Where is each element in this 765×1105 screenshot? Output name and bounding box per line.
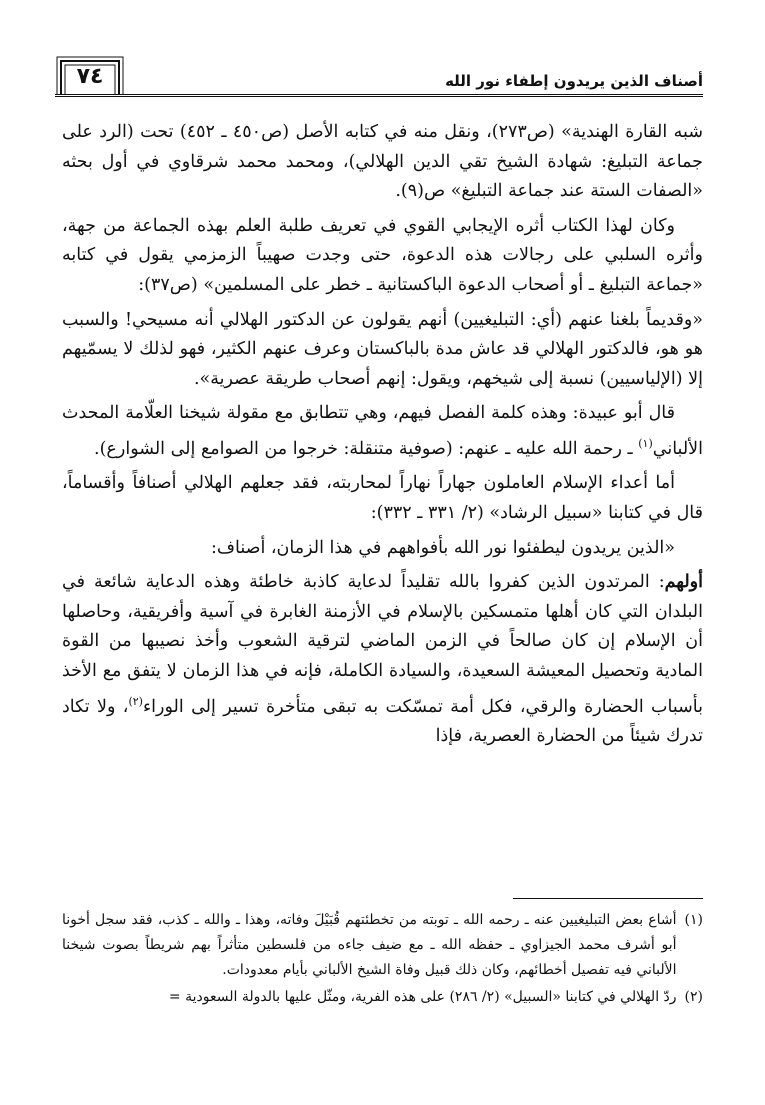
footnote-number: (٢): [684, 989, 703, 1005]
footnote: [62, 985, 703, 1010]
footnotes: [62, 908, 703, 1012]
page-header: [55, 50, 703, 97]
footnote-marker: (١): [638, 436, 653, 450]
paragraph: [62, 399, 703, 464]
footnote-divider: [513, 898, 703, 899]
paragraph: [62, 568, 703, 751]
footnote-number: (١): [684, 912, 703, 928]
paragraph: شبه القارة الهندية» (ص٢٧٣)، ونقل منه في كتابه الأصل (ص٤٥٠ ـ ٤٥٢) تحت (الرد على جماعة التبليغ: شهادة الشيخ تقي الدين الهلالي)، ومحمد محمد شرقاوي في أول بحثه «الصفات الستة عند جماعة التبليغ» ص(٩).: [62, 122, 703, 202]
paragraph-text: : المرتدون الذين كفروا بالله تقليداً لدعاية كاذبة خاطئة وهذه الدعاية شائعة في البلدان التي كان أهلها متمسكين بالإسلام في الأزمنة الغابرة في آسية وأفريقية، وحاصلها أن الإسلام إن كان صالحاً في الزمن الماضي لترقية الشعوب وأخذ نصيبها من القوة المادية وتحصيل المعيشة السعيدة، والسيادة الكاملة، فإنه في هذا الزمان لا يتفق مع الأخذ بأسباب الحضارة والرقي، فكل أمة تمسّكت به تبقى متأخرة تسير إلى الوراء: [62, 572, 703, 717]
page-number-frame: [55, 55, 125, 97]
footnote: [62, 908, 703, 983]
page-number: ٧٤: [76, 63, 104, 89]
quote-paragraph: «الذين يريدون ليطفئوا نور الله بأفواههم في هذا الزمان، أصناف:: [210, 537, 675, 558]
lead-word: أولهم: [664, 572, 703, 593]
paragraph-text: ـ رحمة الله عليه ـ عنهم: (صوفية متنقلة: خرجوا من الصوامع إلى الشوارع).: [94, 438, 639, 459]
paragraph: وكان لهذا الكتاب أثره الإيجابي القوي في تعريف طلبة العلم بهذه الجماعة من جهة، وأثره السلبي على رجالات هذه الدعوة، حتى وجدت صهيباً الزمزمي يقول في كتابه «جماعة التبليغ ـ أو أصحاب الدعوة الباكستانية ـ خطر على المسلمين» (ص٣٧):: [62, 215, 703, 295]
footnote-text: أشاع بعض التبليغيين عنه ـ رحمه الله ـ توبته من تخطئتهم قُبَيْلَ وفاته، وهذا ـ والله ـ كذب، فقد سجل أخونا أبو أشرف محمد الجيزاوي ـ حفظه الله ـ مع ضيف جاءه من فلسطين متأثراً بهم شريطاً بصوت شيخنا الألباني فيه تفصيل أخطائهم، وكان ذلك قبيل وفاة الشيخ الألباني بأيام معدودات.: [62, 912, 677, 978]
paragraph: أما أعداء الإسلام العاملون جهاراً نهاراً لمحاربته، فقد جعلهم الهلالي أصنافاً وأقساماً، قال في كتابنا «سبيل الرشاد» (٢/ ٣٣١ ـ ٣٣٢):: [62, 473, 703, 523]
paragraph-text: قال أبو عبيدة: وهذه كلمة الفصل فيهم، وهي تتطابق مع مقولة شيخنا العلّامة المحدث الألباني: [62, 403, 703, 459]
footnote-text: ردّ الهلالي في كتابنا «السبيل» (٢/ ٢٨٦) على هذه الفرية، ومثّل عليها بالدولة السعودية =: [168, 989, 677, 1005]
quote-paragraph: «وقديماً بلغنا عنهم (أي: التبليغيين) أنهم يقولون عن الدكتور الهلالي أنه مسيحي! والسبب هو هو، فالدكتور الهلالي قد عاش مدة بالباكستان وعرف عنهم الكثير، فهو لذلك لا يسمّيهم إلا (الإلياسيين) نسبة إلى شيخهم، ويقول: إنهم أصحاب طريقة عصرية».: [62, 309, 703, 389]
running-title: أصناف الذين يريدون إطفاء نور الله: [445, 72, 703, 90]
footnote-marker: (٢): [128, 694, 143, 708]
paragraph-text: ، ولا تكاد تدرك شيئاً من الحضارة العصرية، فإذا: [62, 696, 703, 746]
main-text: [62, 118, 703, 752]
